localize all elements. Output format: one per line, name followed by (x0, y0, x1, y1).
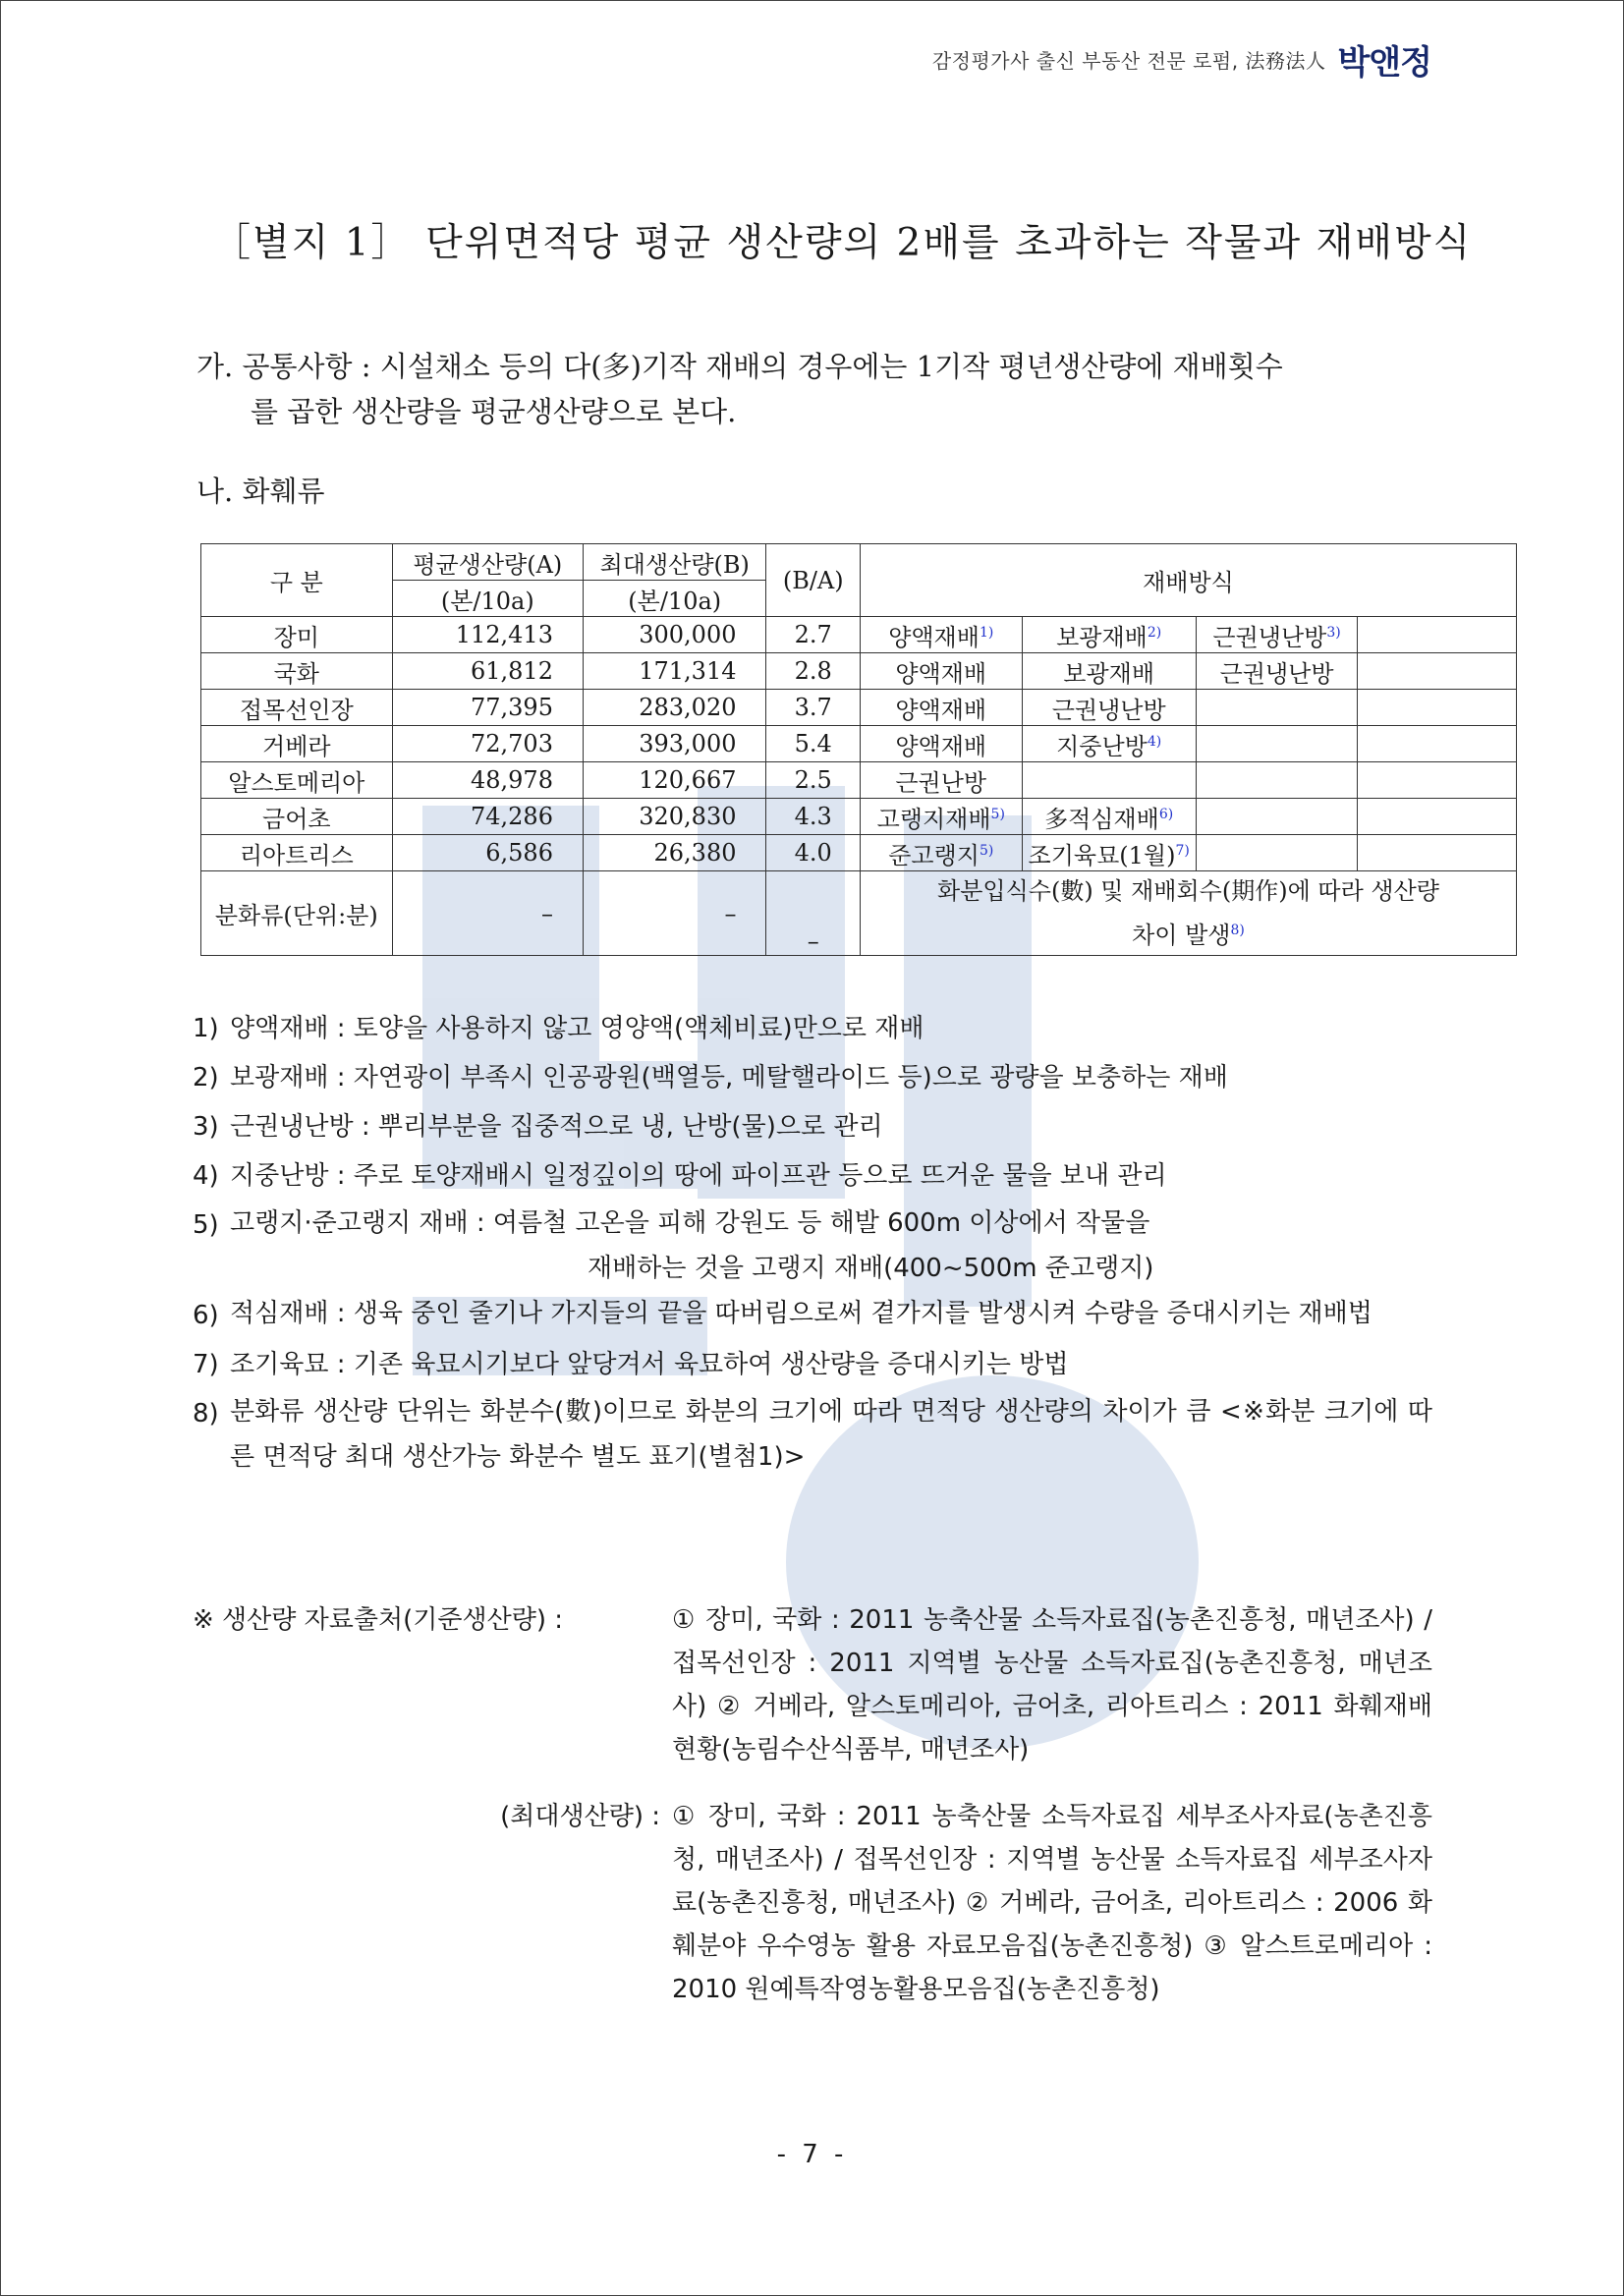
row-name: 국화 (201, 653, 393, 690)
row-method-2 (1022, 690, 1196, 726)
header-avg-unit: (본/10a) (392, 581, 583, 617)
footnote-text: 분화류 생산량 단위는 화분수(數)이므로 화분의 크기에 따라 면적당 생산량의 차이가 큼 <※화분 크기에 따른 면적당 최대 생산가능 화분수 별도 표기(별첨1)> (230, 1397, 1432, 1472)
row-ratio: 2.5 (766, 762, 861, 799)
method-text: 근권난방 (895, 768, 987, 797)
section-ga-label: 가. 공통사항 (196, 350, 353, 383)
source-base-text: ① 장미, 국화 : 2011 농축산물 소득자료집(농촌진흥청, 매년조사) / 접목선인장 : 2011 지역별 농산물 소득자료집(농촌진흥청, 매년조사) ② 거베라, 알스토메리아, 금어초, 리아트리스 : 2011 화훼재배현황(농림수산식품부, 매년조사) (672, 1605, 1432, 1764)
row-method-1 (861, 690, 1023, 726)
source-max-text: ① 장미, 국화 : 2011 농축산물 소득자료집 세부조사자료(농촌진흥청, 매년조사) / 접목선인장 : 지역별 농산물 소득자료집 세부조사자료(농촌진흥청, 매년조사) ② 거베라, 금어초, 리아트리스 : 2006 화훼분야 우수영농 활용 자료모음집(농촌진흥청) ③ 알스트로메리아 : 2010 원예특작영농활용모음집(농촌진흥청) (672, 1802, 1432, 2004)
row-name: 분화류(단위:분) (201, 871, 393, 956)
footnote-7 (193, 1340, 1432, 1389)
row-method-2 (1022, 617, 1196, 653)
row-ratio: 3.7 (766, 690, 861, 726)
row-max: 393,000 (583, 726, 766, 762)
footnote-num: 4) (193, 1161, 219, 1191)
source-base-label: ※ 생산량 자료출처(기준생산량) : (193, 1605, 564, 1635)
table-header-row (201, 544, 1517, 581)
footnote-ref: 4) (1147, 733, 1162, 750)
row-method-4 (1358, 690, 1517, 726)
footnote-text: 조기육묘 : 기존 육묘시기보다 앞당겨서 육묘하여 생산량을 증대시키는 방법 (230, 1350, 1069, 1379)
row-method-1 (861, 653, 1023, 690)
method-text: 양액재배 (895, 659, 987, 688)
table-row (201, 726, 1517, 762)
row-ratio: – (766, 871, 861, 956)
row-name: 접목선인장 (201, 690, 393, 726)
footnote-text: 보광재배 : 자연광이 부족시 인공광원(백열등, 메탈핼라이드 등)으로 광량을 보충하는 재배 (230, 1063, 1228, 1092)
method-text: 고랭지재배 (876, 805, 991, 833)
footnote-ref: 3) (1326, 624, 1341, 641)
header-max-unit: (본/10a) (583, 581, 766, 617)
footnote-ref: 8) (1230, 923, 1245, 938)
method-line1: 화분입식수(數) 및 재배회수(期作)에 따라 생산량 (937, 877, 1439, 905)
row-name: 장미 (201, 617, 393, 653)
row-avg: 112,413 (392, 617, 583, 653)
footnotes (193, 1004, 1432, 1480)
header-firm-text: 감정평가사 출신 부동산 전문 로펌, 法務法人 (931, 49, 1326, 73)
table-row (201, 799, 1517, 835)
row-avg: 48,978 (392, 762, 583, 799)
footnote-1 (193, 1004, 1432, 1053)
footnote-ref: 6) (1158, 806, 1174, 822)
row-method-4 (1358, 653, 1517, 690)
row-name: 알스토메리아 (201, 762, 393, 799)
section-ga-line1: : 시설채소 등의 다(多)기작 재배의 경우에는 1기작 평년생산량에 재배횟수 (352, 350, 1283, 383)
method-text: 양액재배 (895, 732, 987, 760)
row-max: 26,380 (583, 835, 766, 871)
page-number: - 7 - (776, 2140, 848, 2169)
crop-table (200, 543, 1517, 956)
row-avg: 6,586 (392, 835, 583, 871)
row-method-1 (861, 799, 1023, 835)
method-text: 양액재배 (888, 623, 980, 651)
table-row (201, 762, 1517, 799)
footnote-num: 2) (193, 1063, 219, 1092)
row-avg: 74,286 (392, 799, 583, 835)
source-max (193, 1795, 1432, 2011)
footnote-2 (193, 1053, 1432, 1102)
method-text: 지중난방 (1056, 732, 1148, 760)
row-method-2 (1022, 799, 1196, 835)
method-text: 조기육묘(1월) (1028, 841, 1176, 869)
footnote-num: 1) (193, 1014, 219, 1043)
page-header (932, 35, 1431, 84)
method-text: 준고랭지 (888, 841, 980, 869)
firm-logo: 박앤정 (1337, 43, 1431, 83)
page-title: ［별지 1］ 단위면적당 평균 생산량의 2배를 초과하는 작물과 재배방식 (212, 221, 1473, 265)
table-row (201, 835, 1517, 871)
table-row (201, 617, 1517, 653)
method-text: 근권냉난방 (1219, 659, 1334, 688)
row-avg: 72,703 (392, 726, 583, 762)
row-ratio: 5.4 (766, 726, 861, 762)
method-text: 근권냉난방 (1051, 696, 1166, 724)
footnote-5 (193, 1201, 1432, 1291)
row-max: 171,314 (583, 653, 766, 690)
header-max: 최대생산량(B) (583, 544, 766, 581)
method-text: 양액재배 (895, 696, 987, 724)
row-name: 리아트리스 (201, 835, 393, 871)
footnote-num: 5) (193, 1210, 219, 1240)
row-method-1 (861, 762, 1023, 799)
row-method-3 (1196, 690, 1358, 726)
row-method-1 (861, 617, 1023, 653)
row-ratio: 2.7 (766, 617, 861, 653)
row-method-3 (1196, 653, 1358, 690)
row-method-3 (1196, 799, 1358, 835)
row-method-3 (1196, 726, 1358, 762)
row-method-4 (1358, 762, 1517, 799)
header-category: 구 분 (201, 544, 393, 617)
footnote-4 (193, 1151, 1432, 1201)
footnote-ref: 7) (1175, 842, 1190, 859)
row-method-1 (861, 835, 1023, 871)
row-method-3 (1196, 617, 1358, 653)
row-method-4 (1358, 835, 1517, 871)
row-max: 300,000 (583, 617, 766, 653)
footnote-ref: 5) (979, 842, 994, 859)
row-method-1 (861, 726, 1023, 762)
table-row (201, 690, 1517, 726)
row-name: 거베라 (201, 726, 393, 762)
row-method-3 (1196, 762, 1358, 799)
row-avg: – (392, 871, 583, 956)
method-line2: 차이 발생 (1132, 922, 1231, 949)
footnote-num: 6) (193, 1301, 219, 1330)
section-ga (196, 344, 1434, 434)
footnote-num: 3) (193, 1112, 219, 1142)
row-method-4 (1358, 617, 1517, 653)
footnote-text-line1: 고랭지·준고랭지 재배 : 여름철 고온을 피해 강원도 등 해발 600m 이상에서 작물을 (230, 1208, 1150, 1238)
row-ratio: 2.8 (766, 653, 861, 690)
source-base (193, 1598, 1432, 1771)
source-max-label: (최대생산량) : (500, 1802, 660, 1831)
footnote-3 (193, 1102, 1432, 1151)
row-max: 283,020 (583, 690, 766, 726)
row-max: – (583, 871, 766, 956)
footnote-text: 지중난방 : 주로 토양재배시 일정깊이의 땅에 파이프관 등으로 뜨거운 물을 보내 관리 (230, 1161, 1167, 1191)
row-method-merged (861, 871, 1517, 956)
row-avg: 77,395 (392, 690, 583, 726)
row-method-2 (1022, 762, 1196, 799)
footnote-text: 양액재배 : 토양을 사용하지 않고 영양액(액체비료)만으로 재배 (230, 1014, 924, 1043)
row-method-2 (1022, 726, 1196, 762)
row-max: 120,667 (583, 762, 766, 799)
footnote-num: 7) (193, 1350, 219, 1379)
footnote-6 (193, 1291, 1432, 1340)
footnote-text-line2: 재배하는 것을 고랭지 재배(400~500m 준고랭지) (588, 1254, 1154, 1283)
row-ratio: 4.0 (766, 835, 861, 871)
row-method-2 (1022, 835, 1196, 871)
section-ga-line2: 를 곱한 생산량을 평균생산량으로 본다. (251, 395, 737, 428)
header-ratio: (B/A) (766, 544, 861, 617)
row-method-4 (1358, 726, 1517, 762)
data-sources (193, 1598, 1432, 2011)
method-text: 多적심재배 (1044, 805, 1159, 833)
footnote-8 (193, 1389, 1432, 1480)
row-max: 320,830 (583, 799, 766, 835)
method-text: 근권냉난방 (1212, 623, 1327, 651)
row-avg: 61,812 (392, 653, 583, 690)
row-ratio: 4.3 (766, 799, 861, 835)
method-text: 보광재배 (1056, 623, 1148, 651)
footnote-ref: 1) (979, 624, 994, 641)
section-na-heading: 나. 화훼류 (196, 475, 325, 508)
header-avg: 평균생산량(A) (392, 544, 583, 581)
row-method-4 (1358, 799, 1517, 835)
footnote-ref: 2) (1147, 624, 1162, 641)
row-name: 금어초 (201, 799, 393, 835)
table-row (201, 653, 1517, 690)
table-row-last (201, 871, 1517, 956)
footnote-text: 적심재배 : 생육 중인 줄기나 가지들의 끝을 따버림으로써 곁가지를 발생시켜 수량을 증대시키는 재배법 (230, 1299, 1372, 1328)
footnote-num: 8) (193, 1399, 219, 1428)
header-method: 재배방식 (861, 544, 1517, 617)
method-text: 보광재배 (1063, 659, 1155, 688)
footnote-text: 근권냉난방 : 뿌리부분을 집중적으로 냉, 난방(물)으로 관리 (230, 1112, 883, 1142)
footnote-ref: 5) (990, 806, 1005, 822)
row-method-3 (1196, 835, 1358, 871)
row-method-2 (1022, 653, 1196, 690)
